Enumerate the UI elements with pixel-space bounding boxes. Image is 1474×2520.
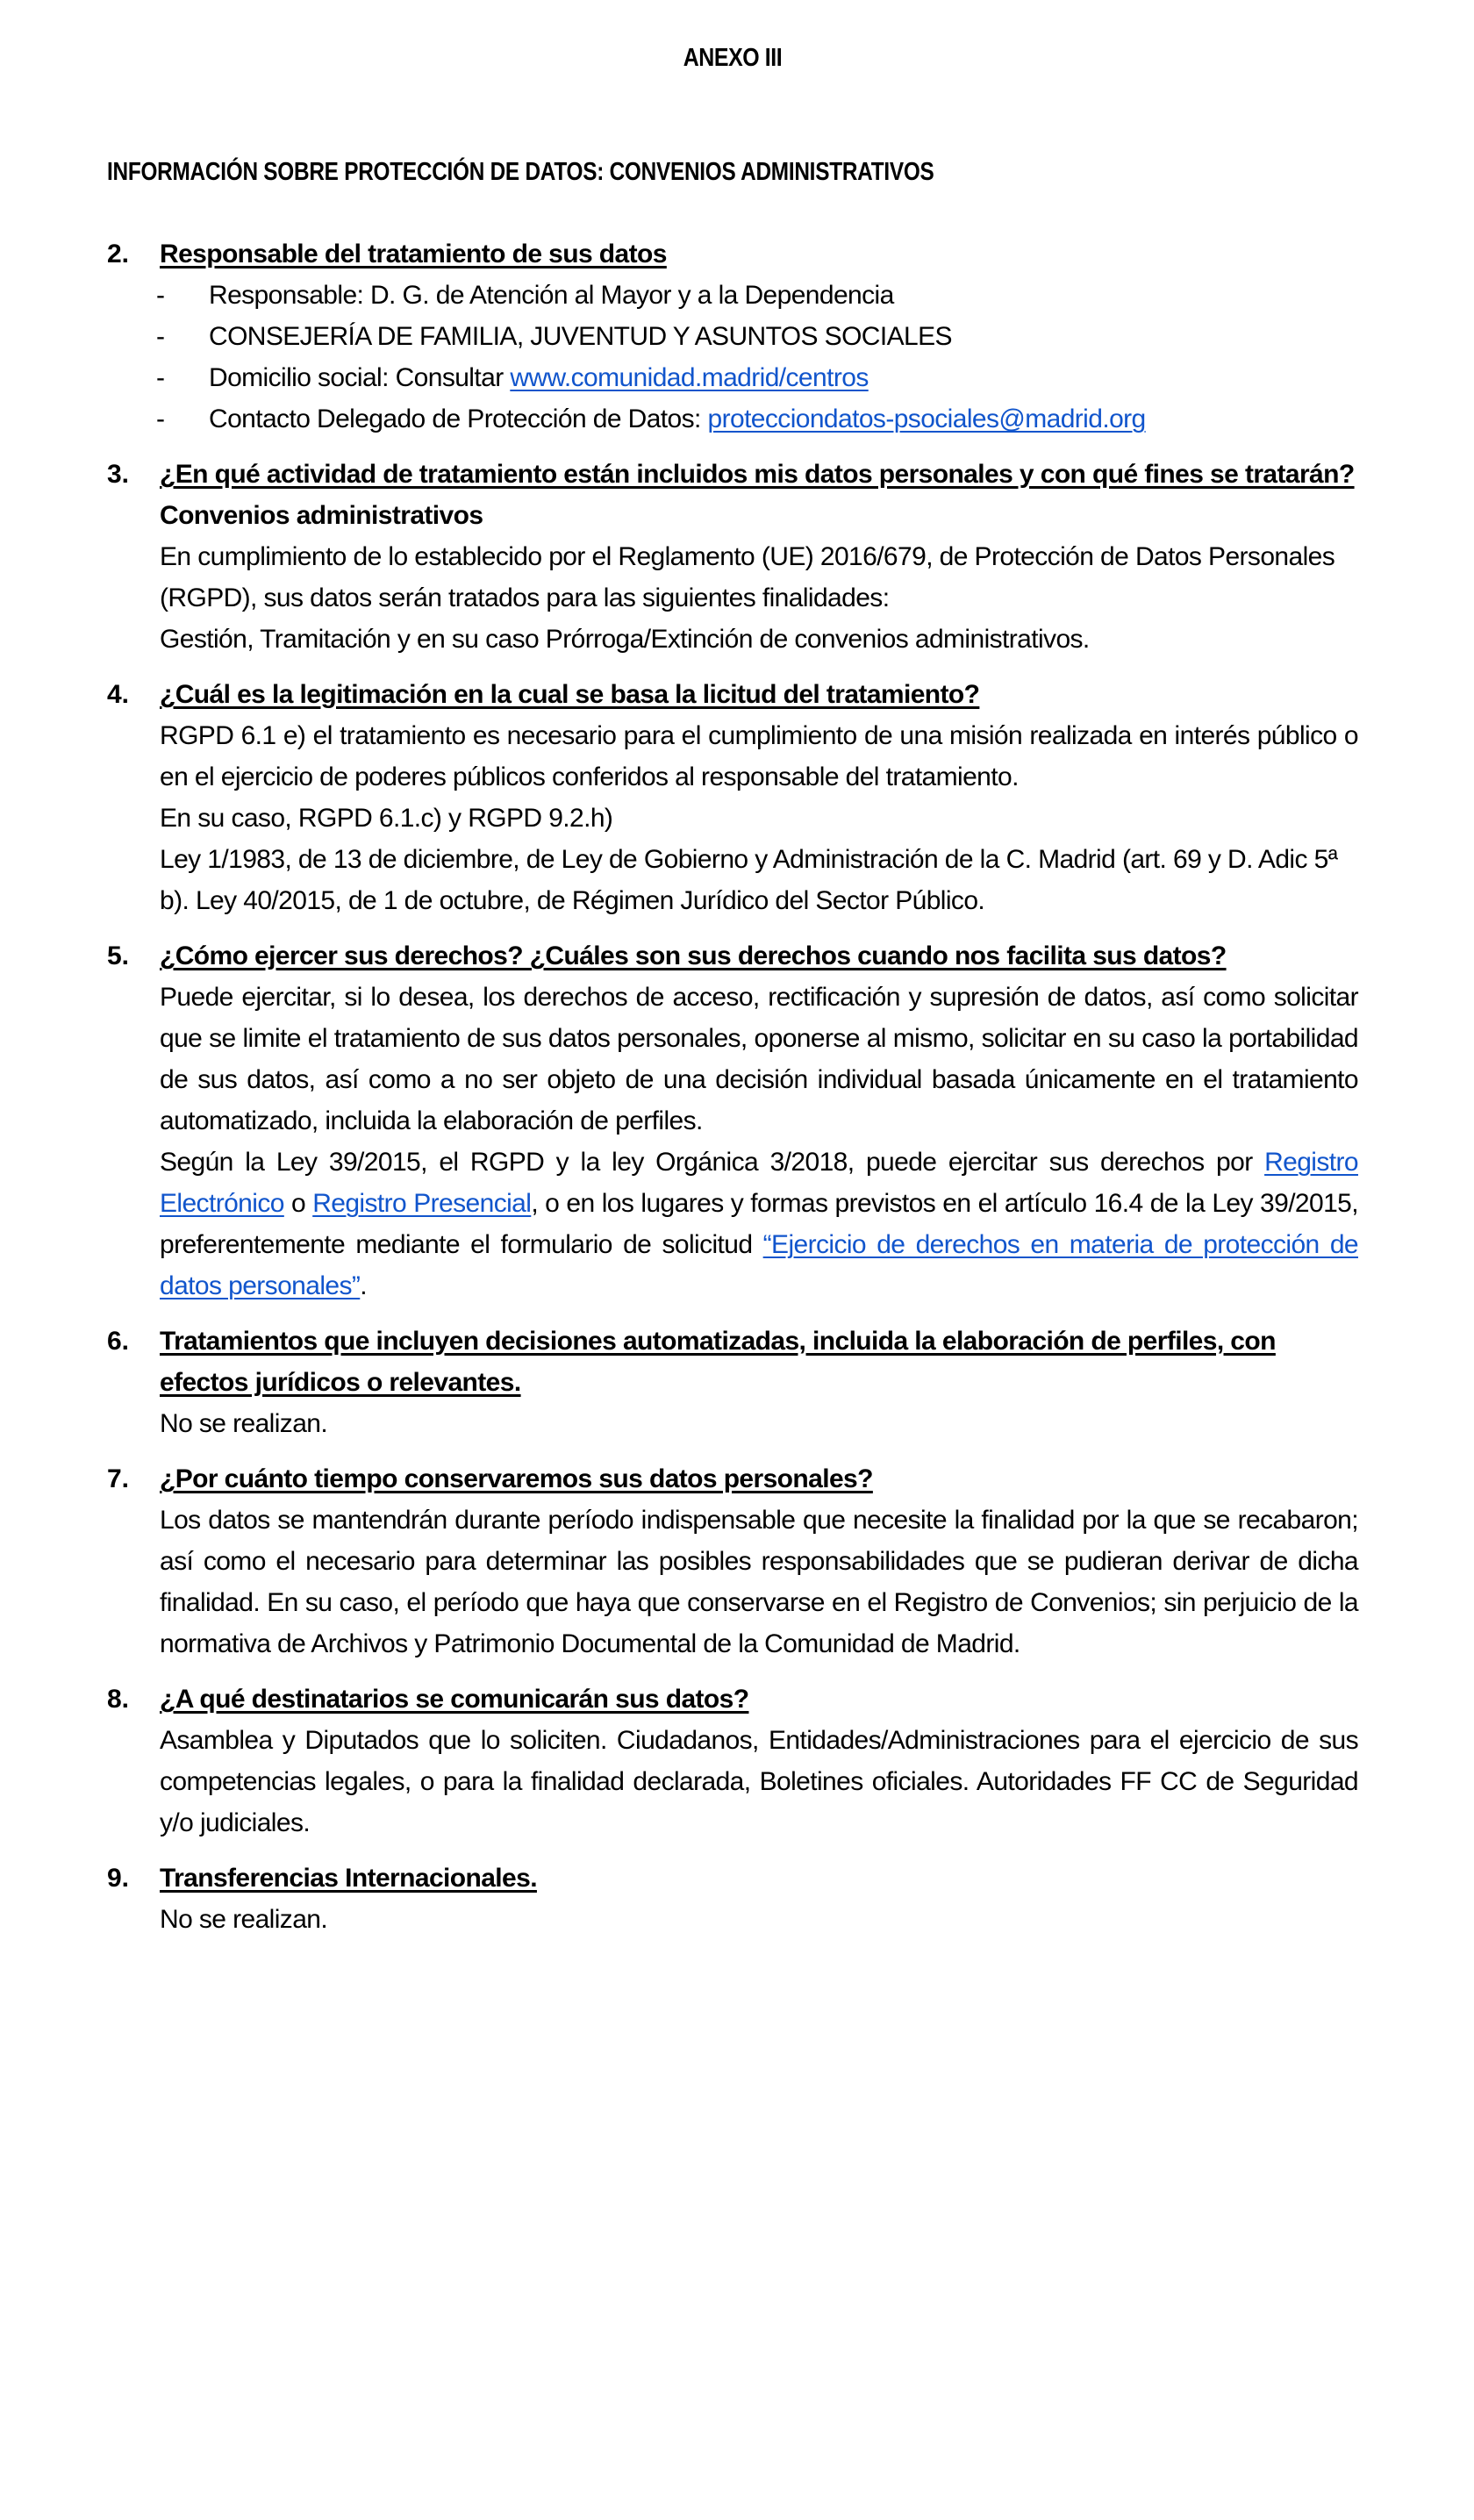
dpo-email-link[interactable]: protecciondatos-psociales@madrid.org [707, 404, 1146, 433]
section-paragraph: Los datos se mantendrán durante período indispensable que necesite la finalidad por la que se recabaron; así como el necesario para determinar las posibles responsabilidades que se pudieran derivar de dicha finalidad. En su caso, el período que haya que conservarse en el Registro de Convenios; sin perjuicio de la normativa de Archivos y Patrimonio Documental de la Comunidad de Madrid. [160, 1506, 1358, 1658]
bullet-item [156, 275, 1358, 316]
section-title: Tratamientos que incluyen decisiones automatizadas, incluida la elaboración de perfiles, con efectos jurídicos o relevantes. [160, 1327, 1276, 1397]
bullet-text: Contacto Delegado de Protección de Datos: [209, 404, 708, 433]
bullet-text: CONSEJERÍA DE FAMILIA, JUVENTUD Y ASUNTOS SOCIALES [209, 322, 952, 351]
section-decisiones-automatizadas [107, 1321, 1358, 1444]
section-paragraph: RGPD 6.1 e) el tratamiento es necesario para el cumplimiento de una misión realizada en interés público o en el ejercicio de poderes públicos conferidos al responsable del tratamiento. [160, 721, 1358, 791]
section-legitimacion [107, 674, 1358, 921]
section-actividad-tratamiento [107, 454, 1358, 660]
section-conservacion [107, 1458, 1358, 1664]
section-paragraph: Asamblea y Diputados que lo soliciten. Ciudadanos, Entidades/Administraciones para el ejercicio de sus competencias legales, o para la finalidad declarada, Boletines oficiales. Autoridades FF CC de Seguridad y/o judiciales. [160, 1726, 1358, 1837]
section-transferencias [107, 1858, 1358, 1940]
section-number: 9. [107, 1864, 130, 1893]
ejercicio-derechos-form-link[interactable]: “Ejercicio de derechos en materia de protección de datos personales” [160, 1230, 1358, 1300]
section-number: 2. [107, 240, 130, 268]
dash-marker: - [156, 322, 165, 351]
bullet-item [156, 357, 1358, 398]
section-paragraph: Puede ejercitar, si lo desea, los derechos de acceso, rectificación y supresión de datos, así como solicitar que se limite el tratamiento de sus datos personales, oponerse al mismo, solicitar en su caso la portabilidad de sus datos, así como a no ser objeto de una decisión individual basada únicamente en el tratamiento automatizado, incluida la elaboración de perfiles. [160, 983, 1358, 1135]
bullet-text: Responsable: D. G. de Atención al Mayor y a la Dependencia [209, 281, 894, 310]
sections-list [107, 233, 1358, 1954]
section-derechos [107, 935, 1358, 1307]
section-title: Transferencias Internacionales. [160, 1864, 537, 1893]
section-paragraph: Ley 1/1983, de 13 de diciembre, de Ley de Gobierno y Administración de la C. Madrid (art. 69 y D. Adic 5ª b). Ley 40/2015, de 1 de octubre, de Régimen Jurídico del Sector Público. [160, 845, 1338, 915]
section-paragraph: En cumplimiento de lo establecido por el Reglamento (UE) 2016/679, de Protección de Datos Personales (RGPD), sus datos serán tratados para las siguientes finalidades: [160, 542, 1335, 612]
rights-middle-text: , o en los lugares y formas previstos en el artículo 16.4 de la Ley 39/2015, preferentemente mediante el formulario de solicitud [160, 1189, 1359, 1259]
section-paragraph: Gestión, Tramitación y en su caso Prórroga/Extinción de convenios administrativos. [160, 625, 1090, 654]
bullet-item [156, 398, 1358, 440]
rights-intro-text: Según la Ley 39/2015, el RGPD y la ley Orgánica 3/2018, puede ejercitar sus derechos por [160, 1148, 1265, 1177]
dash-marker: - [156, 281, 165, 310]
conjunction-text: o [283, 1189, 313, 1218]
section-paragraph: No se realizan. [160, 1905, 328, 1934]
document-heading: INFORMACIÓN SOBRE PROTECCIÓN DE DATOS: CONVENIOS ADMINISTRATIVOS [107, 158, 934, 186]
section-title: ¿Cuál es la legitimación en la cual se basa la licitud del tratamiento? [160, 680, 980, 709]
rights-end-text: . [360, 1271, 368, 1300]
bullet-list [156, 275, 1358, 440]
registro-electronico-link[interactable]: Registro Electrónico [160, 1148, 1358, 1218]
dash-marker: - [156, 404, 165, 433]
dash-marker: - [156, 363, 165, 392]
section-title: ¿Cómo ejercer sus derechos? ¿Cuáles son sus derechos cuando nos facilita sus datos? [160, 941, 1227, 970]
section-title: ¿Por cuánto tiempo conservaremos sus datos personales? [160, 1464, 873, 1493]
rights-paragraph [160, 1142, 1358, 1307]
section-responsable [107, 233, 1358, 440]
section-destinatarios [107, 1679, 1358, 1843]
annex-title: ANEXO III [683, 44, 783, 72]
section-paragraph: No se realizan. [160, 1409, 328, 1438]
registro-presencial-link[interactable]: Registro Presencial [312, 1189, 532, 1218]
section-number: 8. [107, 1685, 130, 1714]
section-subheading: Convenios administrativos [160, 501, 483, 530]
bullet-text: Domicilio social: Consultar [209, 363, 511, 392]
section-title: Responsable del tratamiento de sus datos [160, 240, 667, 268]
section-number: 6. [107, 1327, 130, 1356]
section-title: ¿En qué actividad de tratamiento están incluidos mis datos personales y con qué fines se tratarán? [160, 460, 1355, 489]
section-number: 5. [107, 941, 130, 970]
section-number: 7. [107, 1464, 130, 1493]
section-title: ¿A qué destinatarios se comunicarán sus datos? [160, 1685, 749, 1714]
bullet-item [156, 316, 1358, 357]
section-paragraph: En su caso, RGPD 6.1.c) y RGPD 9.2.h) [160, 804, 613, 833]
section-number: 4. [107, 680, 130, 709]
centros-link[interactable]: www.comunidad.madrid/centros [510, 363, 869, 392]
section-number: 3. [107, 460, 130, 489]
